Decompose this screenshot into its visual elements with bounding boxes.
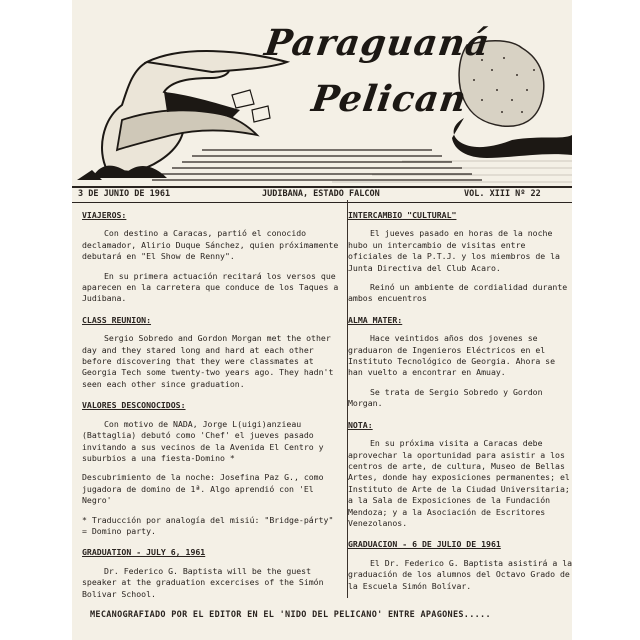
article-graduation-en	[82, 547, 342, 600]
article-viajeros	[82, 210, 342, 305]
masthead	[72, 0, 572, 190]
dateline	[72, 186, 572, 203]
article-heading: VIAJEROS:	[82, 210, 127, 220]
article-paragraph: Con destino a Caracas, partió el conocido declamador, Alirio Duque Sánchez, quien próximamente debutará en "El Show de Renny".	[82, 228, 339, 262]
masthead-title-line2: Pelican	[309, 78, 470, 120]
article-heading: CLASS REUNION:	[82, 314, 152, 325]
article-alma-mater	[348, 315, 574, 410]
masthead-title-line1: Paraguaná	[262, 22, 493, 64]
article-paragraph: El Dr. Federico G. Baptista asistirá a la graduación de los alumnos del Octavo Grado de la Escuela Simón Bolívar.	[348, 557, 573, 591]
article-paragraph: Se trata de Sergio Sobredo y Gordon Morgan.	[348, 386, 543, 409]
article-paragraph: El jueves pasado en horas de la noche hubo un intercambio de visitas entre oficiales de la P.T.J. y los miembros de la Junta Directiva del Club Acaro.	[348, 228, 560, 273]
article-paragraph: Con motivo de NADA, Jorge L(uigi)anzieau (Battaglia) debutó como 'Chef' el jueves pasado invitando a sus vecinos de la Avenida El Centro y suburbios a una fiesta-Domino *	[82, 418, 324, 463]
article-class-reunion	[82, 315, 342, 390]
issue-place: JUDIBANA, ESTADO FALCON	[262, 189, 380, 199]
article-nota	[348, 420, 574, 530]
article-paragraph: Descubrimiento de la noche: Josefina Paz G., como jugadora de domino de 1ª. Algo aprendió con 'El Negro'	[82, 472, 324, 506]
article-heading: ALMA MATER:	[348, 314, 403, 325]
article-paragraph: Sergio Sobredo and Gordon Morgan met the other day and they stared long and hard at each other before discovering that they were classmates at Georgia Tech some twenty-two years ago. They hadn't seen each other since graduation.	[82, 333, 334, 389]
article-paragraph: Hace veintidos años dos jovenes se graduaron de Ingenieros Eléctricos en el Instituto Tecnológico de Georgia. Ahora se han vuelto a encontrar en Amuay.	[348, 333, 556, 378]
article-paragraph: En su próxima visita a Caracas debe aprovechar la oportunidad para asistir a los centros de arte, de cultura, Museo de Bellas Artes, donde hay exposiciones permanentes; el Instituto de Arte de la Ciudad Universitaria; a la Sala de Exposiciones de la Fundación Mendoza; y a la Asociación de Escritores Venezolanos.	[348, 438, 570, 528]
article-paragraph: Reinó un ambiente de cordialidad durante ambos encuentros	[348, 282, 568, 304]
article-heading: GRADUACION - 6 DE JULIO DE 1961	[348, 539, 501, 550]
article-heading: VALORES DESCONOCIDOS:	[82, 400, 186, 411]
article-graduacion-es	[348, 539, 574, 592]
newsletter-page	[72, 0, 572, 640]
left-column	[82, 210, 342, 610]
article-heading: INTERCAMBIO "CULTURAL"	[348, 210, 457, 220]
right-column	[342, 210, 574, 602]
article-heading: GRADUATION - JULY 6, 1961	[82, 547, 206, 558]
issue-date: 3 DE JUNIO DE 1961	[78, 189, 171, 199]
article-valores	[82, 400, 342, 537]
issue-volume: VOL. XIII Nº 22	[464, 189, 541, 199]
article-heading: NOTA:	[348, 419, 373, 430]
article-paragraph: Dr. Federico G. Baptista will be the guest speaker at the graduation excercises of the Simón Bolivar School.	[82, 565, 324, 599]
article-intercambio	[348, 210, 574, 305]
footer-note: MECANOGRAFIADO POR EL EDITOR EN EL 'NIDO DEL PELICANO' ENTRE APAGONES.....	[90, 610, 491, 620]
article-footnote: * Traducción por analogía del misiú: "Bridge-párty" = Domino party.	[82, 514, 334, 536]
article-paragraph: En su primera actuación recitará los versos que aparecen en la carretera que conduce de los Taques a Judibana.	[82, 270, 339, 304]
